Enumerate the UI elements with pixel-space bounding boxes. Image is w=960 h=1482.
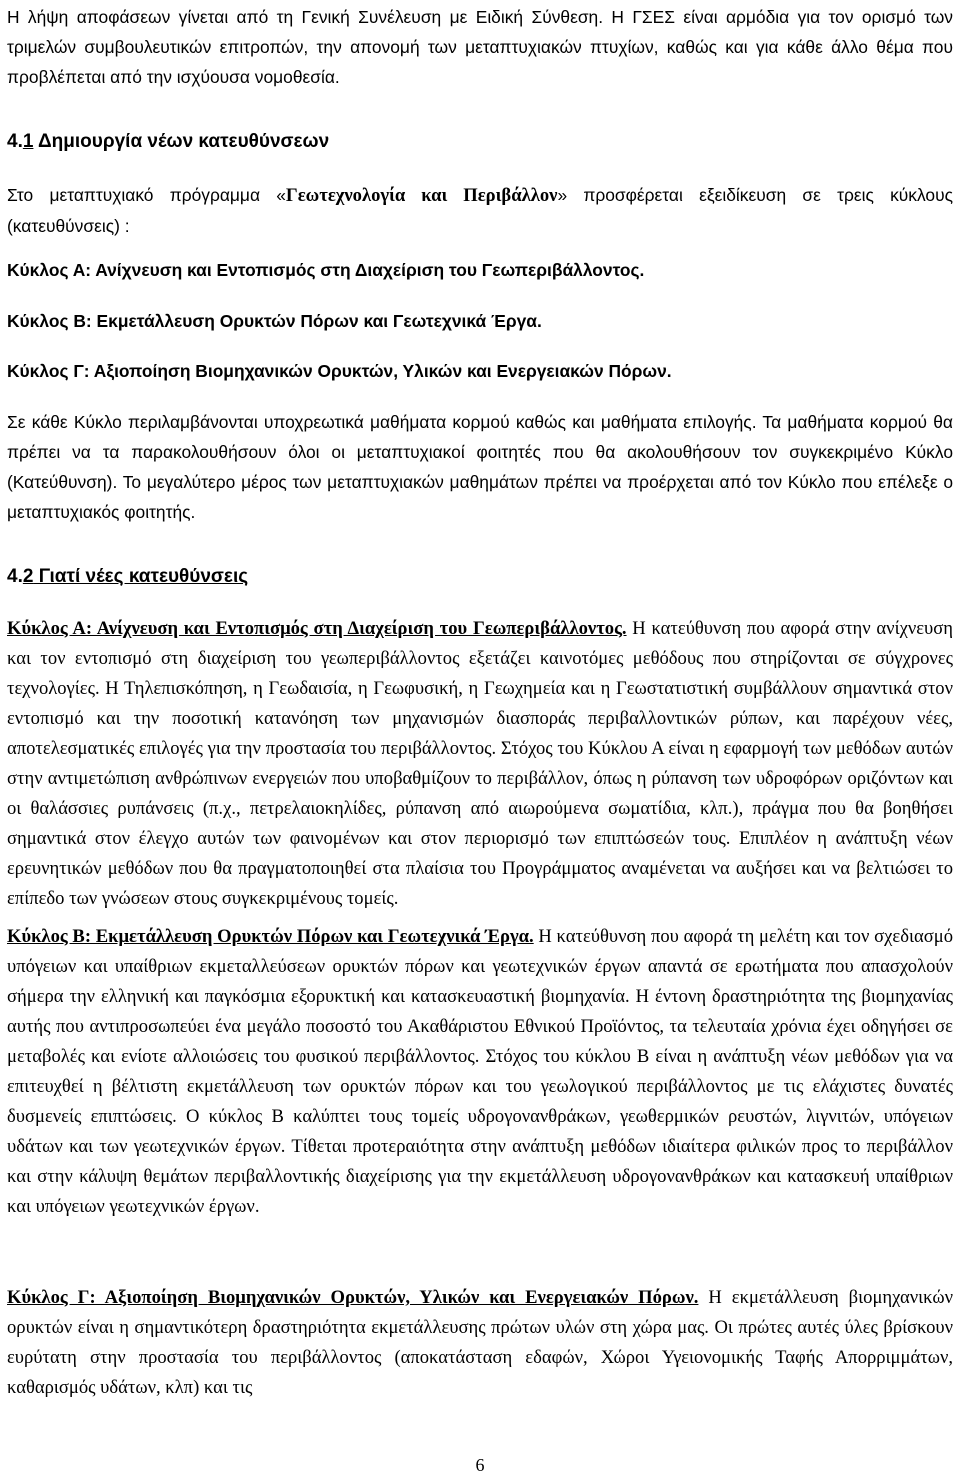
offer-after: » προσφέρεται εξειδίκευση σε τρεις κύκλους (κατευθύνσεις) :	[7, 185, 953, 236]
cycle-c-body: Η εκμετάλλευση βιομηχανικών ορυκτών είναι η σημαντικότερη δραστηριότητα εκμετάλλευσης πρώτων υλών στη χώρα μας. Οι πρώτες αυτές ύλες βρίσκουν ευρύτατη στην προστασία του περιβάλλοντος (αποκατάσταση εδαφών, Χώροι Υγειονομικής Ταφής Απορριμμάτων, καθαρισμός υδάτων, κλπ) και τις	[7, 1287, 953, 1398]
program-name: Γεωτεχνολογία και Περιβάλλον	[285, 185, 558, 206]
cycle-c-heading: Κύκλος Γ: Αξιοποίηση Βιομηχανικών Ορυκτών, Υλικών και Ενεργειακών Πόρων.	[7, 1287, 699, 1308]
section-subnumber: 2	[22, 566, 34, 587]
cycle-a-line	[7, 255, 953, 285]
cycle-a-title: Κύκλος Α: Ανίχνευση και Εντοπισμός στη Διαχείριση του Γεωπεριβάλλοντος.	[7, 260, 645, 280]
page-number: 6	[475, 1455, 485, 1475]
section-title	[7, 127, 953, 157]
cycle-a-heading: Κύκλος Α: Ανίχνευση και Εντοπισμός στη Διαχείριση του Γεωπεριβάλλοντος.	[7, 618, 627, 639]
cycle-c-text	[7, 1283, 953, 1403]
cycle-b-heading: Κύκλος Β: Εκμετάλλευση Ορυκτών Πόρων και Γεωτεχνικά Έργα.	[7, 926, 534, 947]
section-title-text: Γιατί νέες κατευθύνσεις	[33, 566, 249, 587]
cycle-a-paragraph	[7, 614, 953, 914]
section-title-text: Δημιουργία νέων κατευθύνσεων	[33, 131, 330, 152]
document-page	[7, 0, 953, 1482]
cycle-b-line	[7, 306, 953, 336]
cycle-a-text	[7, 614, 953, 914]
cycle-c-line	[7, 356, 953, 386]
program-offer-text	[7, 180, 953, 241]
cycle-b-body: Η κατεύθυνση που αφορά τη μελέτη και τον σχεδιασμό υπόγειων και υπαίθριων εκμεταλλεύσεων ορυκτών πόρων και γεωτεχνικών έργων απαντά σε ερωτήματα που απασχολούν σήμερα την ελληνική και παγκόσμια εξορυκτική και κατασκευαστική βιομηχανία. Η έντονη δραστηριότητα της βιομηχανίας αυτής που αντιπροσωπεύει ένα μεγάλο ποσοστό του Ακαθάριστου Εθνικού Προϊόντος, τα τελευταία χρόνια έχει οδηγήσει σε μεταβολές και ενίοτε αλλοιώσεις του φυσικού περιβάλλοντος. Στόχος του κύκλου Β είναι η ανάπτυξη νέων μεθόδων για να επιτευχθεί η βέλτιστη εκμετάλλευση των ορυκτών πόρων και του γεωλογικού περιβάλλοντος με τις ελάχιστες δυνατές δυσμενείς επιπτώσεις. Ο κύκλος Β καλύπτει τους τομείς υδρογονανθράκων, γεωθερμικών ρευστών, λιγνιτών, υπόγειων υδάτων και των γεωτεχνικών έργων. Τίθεται προτεραιότητα στην ανάπτυξη μεθόδων ιδιαίτερα φιλικών προς το περιβάλλον και στην κάλυψη θεμάτων περιβαλλοντικής διαχείρισης για την εκμετάλλευση υδρογονανθράκων και κατασκευή υπαίθριων και υπόγειων γεωτεχνικών έργων.	[7, 926, 953, 1217]
courses-paragraph	[7, 407, 953, 527]
section-number: 4.	[7, 566, 23, 587]
courses-text: Σε κάθε Κύκλο περιλαμβάνονται υποχρεωτικά μαθήματα κορμού καθώς και μαθήματα επιλογής. Τα μαθήματα κορμού θα πρέπει να τα παρακολουθήσουν όλοι οι μεταπτυχιακοί φοιτητές που θα ακολουθήσουν τον συγκεκριμένο Κύκλο (Κατεύθυνση). Το μεγαλύτερο μέρος των μεταπτυχιακών μαθημάτων πρέπει να προέρχεται από τον Κύκλο που επέλεξε ο μεταπτυχιακός φοιτητής.	[7, 412, 953, 522]
offer-before: Στο μεταπτυχιακό πρόγραμμα «	[7, 185, 286, 205]
section-title	[7, 562, 953, 592]
program-offer-paragraph	[7, 180, 953, 241]
intro-text: Η λήψη αποφάσεων γίνεται από τη Γενική Συνέλευση με Ειδική Σύνθεση. Η ΓΣΕΣ είναι αρμόδια για τον ορισμό των τριμελών συμβουλευτικών επιτροπών, την απονομή των μεταπτυχιακών πτυχίων, καθώς και για κάθε άλλο θέμα που προβλέπεται από την ισχύουσα νομοθεσία.	[7, 7, 953, 87]
cycle-b-title: Κύκλος Β: Εκμετάλλευση Ορυκτών Πόρων και Γεωτεχνικά Έργα.	[7, 311, 542, 331]
section-4-2-heading	[7, 562, 953, 592]
section-subnumber: 1	[22, 131, 34, 152]
section-4-1-heading	[7, 127, 953, 157]
cycle-c-paragraph	[7, 1283, 953, 1403]
cycle-c-title: Κύκλος Γ: Αξιοποίηση Βιομηχανικών Ορυκτών, Υλικών και Ενεργειακών Πόρων.	[7, 361, 672, 381]
section-number: 4.	[7, 131, 23, 152]
cycle-a-body: Η κατεύθυνση που αφορά στην ανίχνευση και τον εντοπισμό στη διαχείριση του γεωπεριβάλλοντος εξετάζει καινοτόμες μεθόδους που στηρίζονται σε σύγχρονες τεχνολογίες. Η Τηλεπισκόπηση, η Γεωδαισία, η Γεωφυσική, η Γεωχημεία και η Γεωστατιστική συμβάλλουν σημαντικά στον εντοπισμό και την ποσοτική κατανόηση των μηχανισμών διασποράς περιβαλλοντικών ρύπων, και παρέχουν νέες, αποτελεσματικές επιλογές για την προστασία του περιβάλλοντος. Στόχος του Κύκλου Α είναι η εφαρμογή των μεθόδων αυτών στην αντιμετώπιση ανθρώπινων ενεργειών που υποβαθμίζουν το περιβάλλον, όπως η ρύπανση των υδροφόρων οριζόντων και οι θαλάσσιες ρυπάνσεις (π.χ., πετρελαιοκηλίδες, ρύπανση από αιωρούμενα σωματίδια, κλπ.), πράγμα που θα βοηθήσει σημαντικά στον έλεγχο αυτών των φαινομένων και στον περιορισμό των επιπτώσεών τους. Επιπλέον η ανάπτυξη νέων ερευνητικών μεθόδων που θα πραγματοποιηθεί στα πλαίσια του Προγράμματος αναμένεται να αυξήσει και να βελτιώσει το επίπεδο των γνώσεων στους συγκεκριμένους τομείς.	[7, 618, 953, 909]
cycle-b-text	[7, 922, 953, 1222]
cycle-b-paragraph	[7, 922, 953, 1222]
intro-paragraph	[7, 2, 953, 92]
